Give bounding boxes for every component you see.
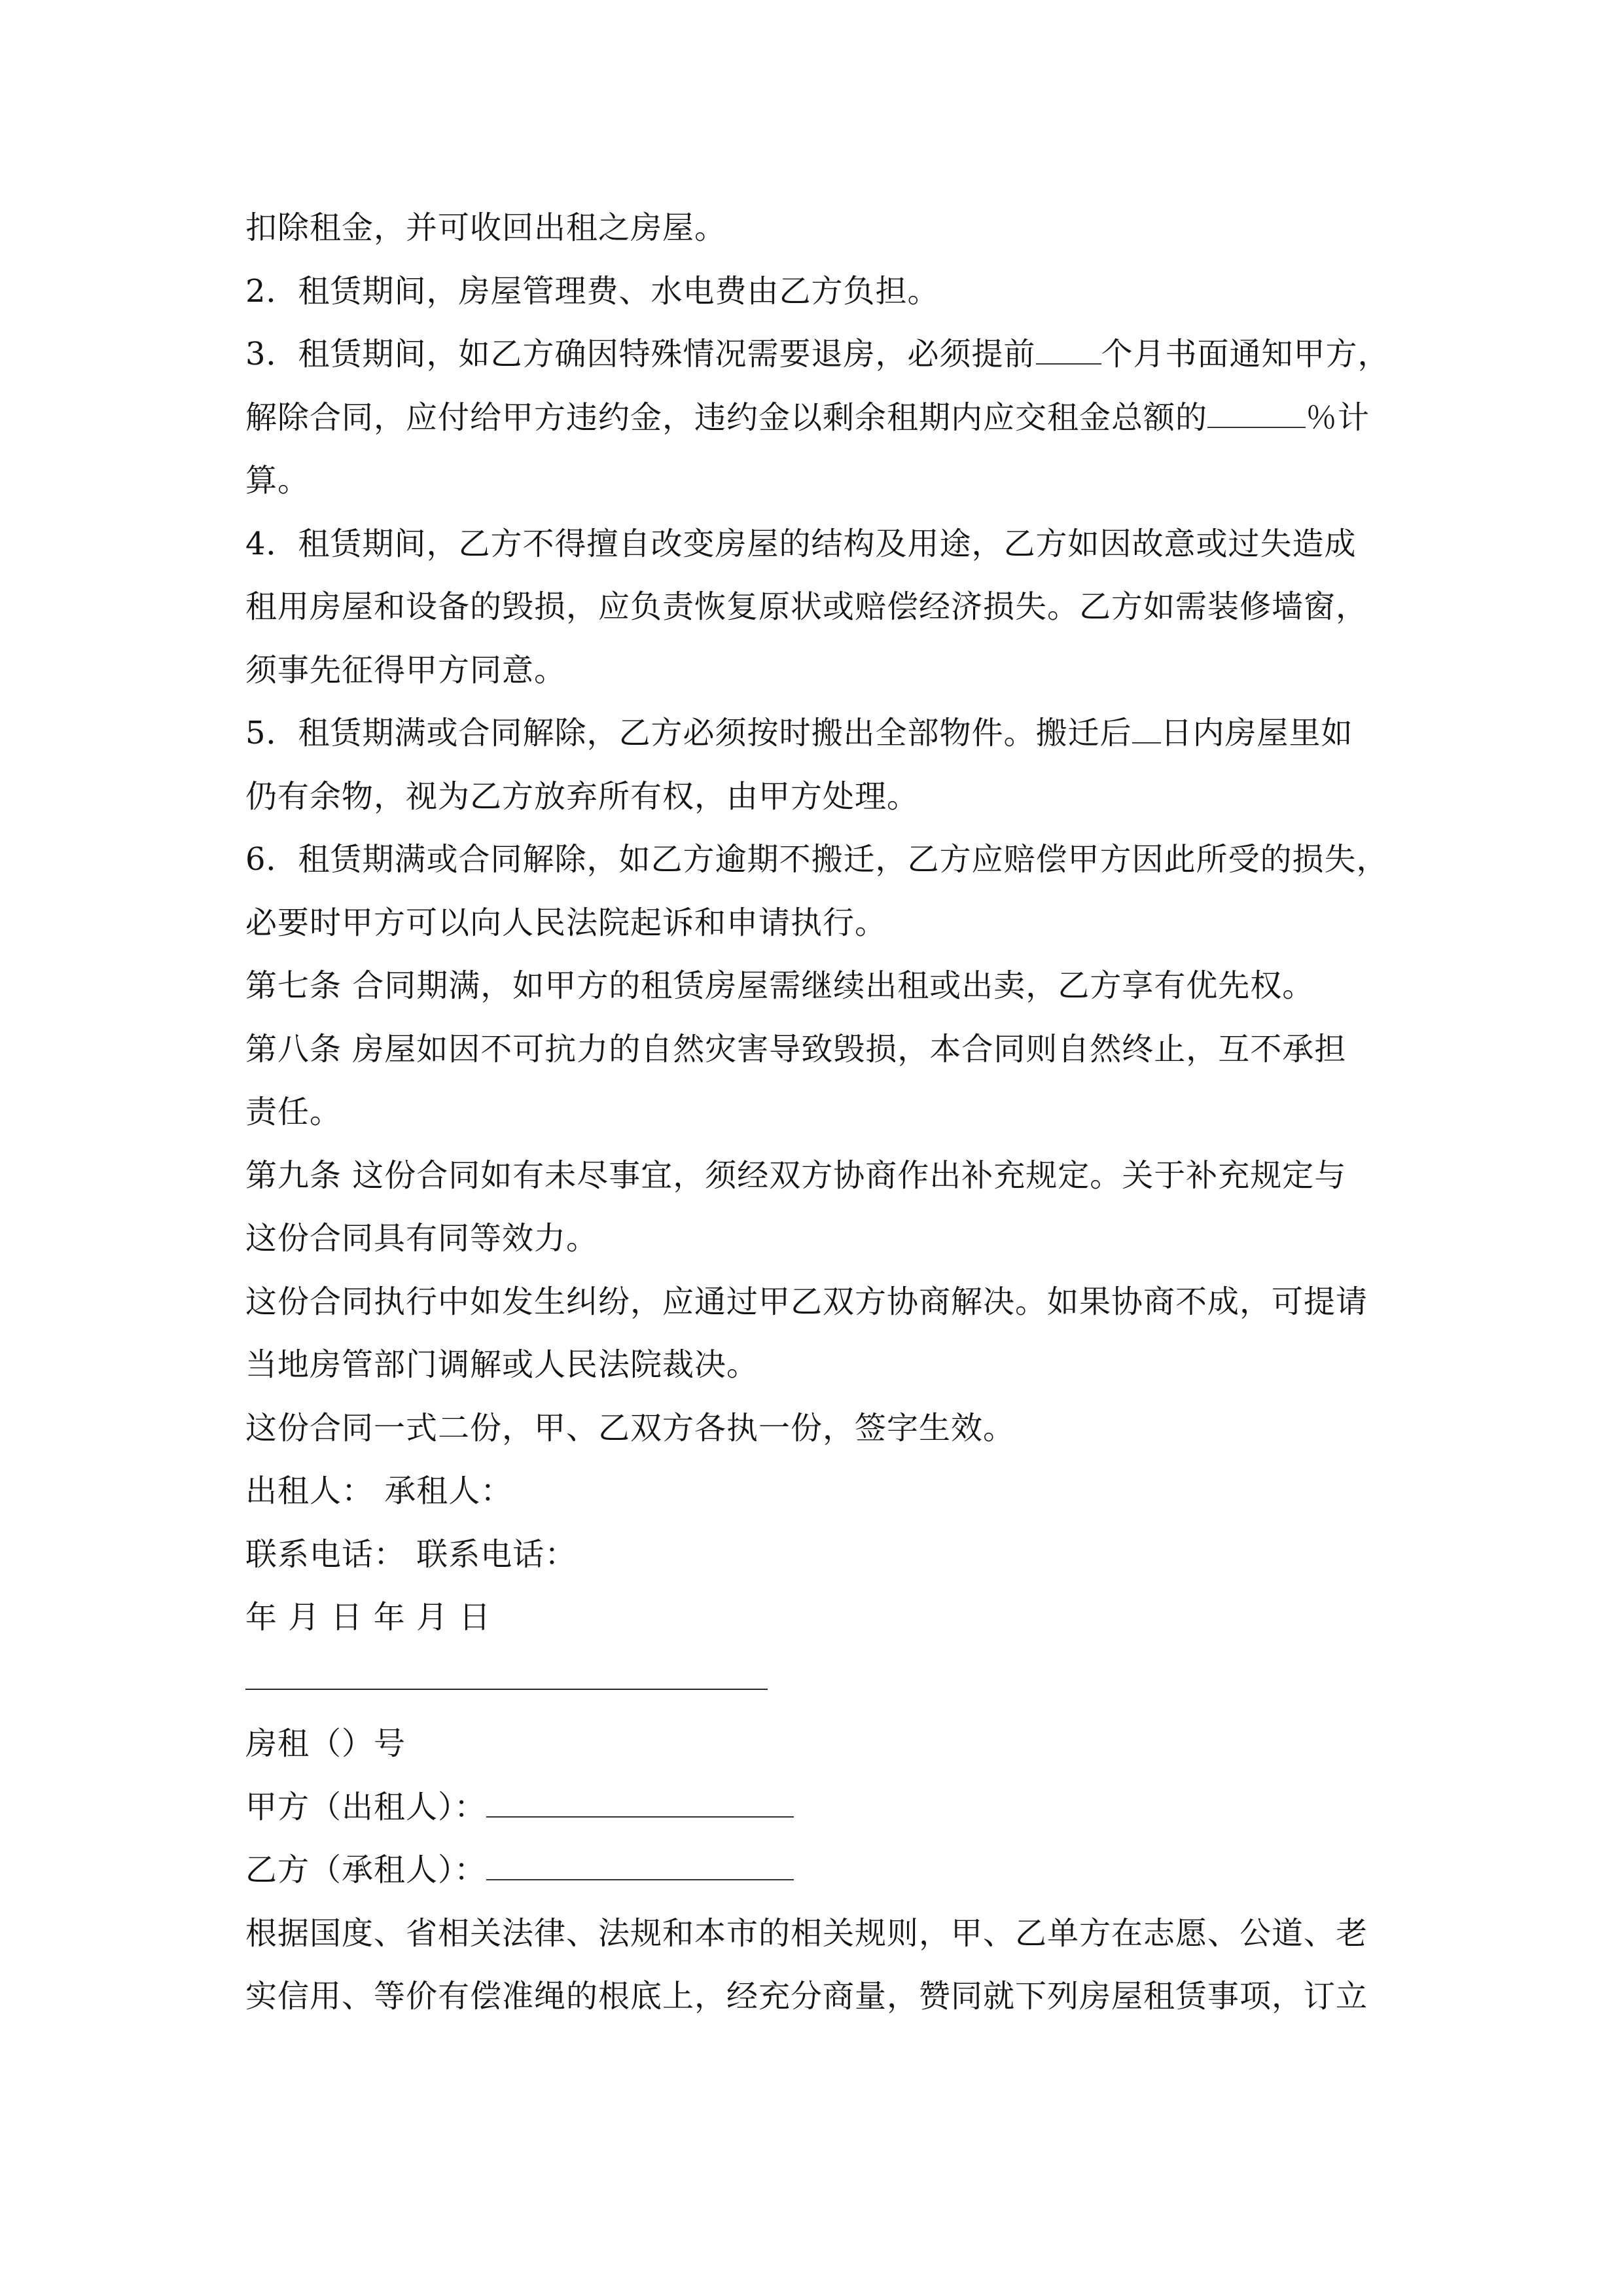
separator-line (245, 1649, 1384, 1713)
text-segment: 解除合同，应付给甲方违约金，违约金以剩余租期内应交租金总额的 (245, 399, 1208, 436)
text-line: 实信用、等价有偿准绳的根底上，经充分商量，赞同就下列房屋租赁事项，订立 (245, 1978, 1368, 2015)
text-line (245, 702, 1384, 765)
text-segment: ％计 (1306, 399, 1370, 436)
fill-in-blank (1036, 337, 1101, 365)
text-line: 算。 (245, 462, 310, 499)
text-line: 6．租赁期满或合同解除，如乙方逾期不搬迁，乙方应赔偿甲方因此所受的损失， (245, 841, 1389, 878)
party-a-blank (486, 1790, 794, 1818)
text-segment: 3．租赁期间，如乙方确因特殊情况需要退房，必须提前 (245, 336, 1036, 372)
article-nine: 第九条 这份合同如有未尽事宜，须经双方协商作出补充规定。关于补充规定与 (245, 1157, 1347, 1194)
fill-in-blank (1132, 716, 1161, 744)
signature-lessor-lessee: 出租人： 承租人： (245, 1473, 513, 1509)
text-line: 当地房管部门调解或人民法院裁决。 (245, 1346, 759, 1383)
signature-phone: 联系电话： 联系电话： (245, 1535, 577, 1573)
article-eight: 第八条 房屋如因不可抗力的自然灾害导致毁损，本合同则自然终止，互不承担 (245, 1030, 1347, 1067)
separator-rule (245, 1689, 768, 1690)
text-line: 须事先征得甲方同意。 (245, 651, 567, 689)
text-line (245, 323, 1390, 386)
party-a-label: 甲方（出租人）： (245, 1788, 487, 1825)
text-line: 扣除租金，并可收回出租之房屋。 (245, 209, 727, 246)
text-line: 这份合同一式二份，甲、乙双方各执一份，签字生效。 (245, 1409, 1016, 1446)
text-line: 这份合同具有同等效力。 (245, 1220, 599, 1257)
party-a-line (245, 1776, 1384, 1839)
text-line: 这份合同执行中如发生纠纷，应通过甲乙双方协商解决。如果协商不成，可提请 (245, 1283, 1368, 1320)
contract-number: 房租（）号 (245, 1725, 406, 1762)
party-b-blank (486, 1853, 794, 1880)
text-line: 仍有余物，视为乙方放弃所有权，由甲方处理。 (245, 778, 919, 815)
text-line: 必要时甲方可以向人民法院起诉和申请执行。 (245, 904, 887, 941)
signature-date: 年 月 日 年 月 日 (245, 1599, 491, 1636)
party-b-label: 乙方（承租人）： (245, 1852, 487, 1888)
text-line: 2．租赁期间，房屋管理费、水电费由乙方负担。 (245, 272, 940, 310)
text-segment: 个月书面通知甲方， (1101, 336, 1390, 372)
document-body (245, 196, 1390, 2028)
text-line: 租用房屋和设备的毁损，应负责恢复原状或赔偿经济损失。乙方如需装修墙窗， (245, 588, 1368, 625)
text-line: 根据国度、省相关法律、法规和本市的相关规则，甲、乙单方在志愿、公道、老 (245, 1914, 1368, 1952)
text-segment: 5．租赁期满或合同解除，乙方必须按时搬出全部物件。搬迁后 (245, 715, 1132, 751)
text-line: 责任。 (245, 1094, 342, 1130)
text-line (245, 386, 1384, 450)
party-b-line (245, 1839, 1384, 1902)
text-line: 4．租赁期间，乙方不得擅自改变房屋的结构及用途，乙方如因故意或过失造成 (245, 525, 1357, 562)
fill-in-blank (1207, 401, 1306, 428)
text-segment: 日内房屋里如 (1160, 715, 1353, 751)
article-seven: 第七条 合同期满，如甲方的租赁房屋需继续出租或出卖，乙方享有优先权。 (245, 967, 1315, 1004)
